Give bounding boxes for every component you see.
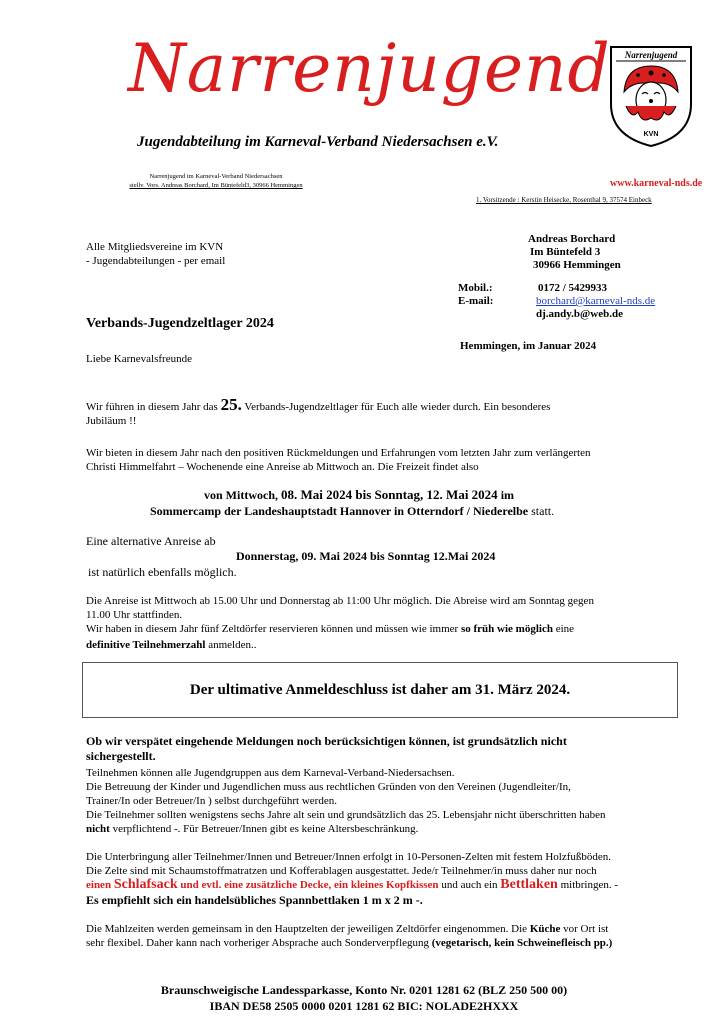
paragraph-3 [86,594,686,652]
email-link-1[interactable]: borchard@karneval-nds.de [536,295,656,307]
p3-line-c [86,622,686,636]
p3-c-text-2: eine [555,623,575,635]
dates-line-2 [150,504,554,519]
email-label: E-mail: [458,295,494,307]
p1-number: 25. [220,395,242,414]
paragraph-6 [86,922,702,950]
dates-a1: von Mittwoch, [204,488,278,502]
email-2: dj.andy.b@web.de [536,308,623,320]
footer-line-1: Braunschweigische Landessparkasse, Konto Nr. 0201 1281 62 (BLZ 250 500 00) [160,983,568,997]
late-notice [86,734,567,764]
p6-b2: (vegetarisch, kein Schweinefleisch pp.) [431,937,613,949]
recipient-block [86,240,225,268]
p1-text-b: Verbands-Jugendzeltlager für Euch alle wieder durch. Ein besonderes [244,401,551,413]
p3-d-text: anmelden.. [208,639,257,651]
mobil-value: 0172 / 5429933 [538,282,608,294]
sender-line2: stellv. Vors. Andreas Borchard, Im Büntefeld3, 30966 Hemmingen [129,182,303,189]
p3-c-text: Wir haben in diesem Jahr fünf Zeltdörfer reservieren können und müssen wie immer [86,623,459,635]
p5-line-c [86,878,702,892]
chair-line: 1. Vorsitzende : Kerstin Heisecke, Rosenthal 9, 37574 Einbeck [476,196,652,204]
p1-text-c: Jubiläum !! [86,415,137,427]
logo-title: Narrenjugend [128,30,611,107]
p6-line-a [86,922,702,936]
p4-line-d: Die Teilnehmer sollten wenigstens sechs Jahre alt sein und grundsätzlich das 25. Lebensjahr nicht überschritten haben [86,809,606,821]
p3-line-b: 11.00 Uhr stattfinden. [86,609,183,621]
recipient-line2: - Jugendabteilungen - per email [86,255,226,267]
mobil-label: Mobil.: [458,282,493,294]
website-link[interactable]: www.karneval-nds.de [610,178,703,189]
paragraph-4 [86,766,696,836]
p4-line-e [86,822,696,836]
deadline-box [82,662,678,718]
late-line-a: Ob wir verspätet eingehende Meldungen noch berücksichtigen können, ist grundsätzlich nicht [86,734,567,748]
p5-c4: und auch ein [441,879,498,891]
p2-line-a: Wir bieten in diesem Jahr nach den positiven Rückmeldungen und Erfahrungen vom letzten Jahr zum verlängerten [86,447,591,459]
alt-line-b: Donnerstag, 09. Mai 2024 bis Sonntag 12.Mai 2024 [236,549,496,563]
p6-a1: Die Mahlzeiten werden gemeinsam in den Hauptzelten der jeweiligen Zeltdörfer eingenommen. Die [86,923,528,935]
badge-bottom: KVN [643,131,659,138]
p4-line-b: Die Betreuung der Kinder und Jugendlichen muss aus rechtlichen Gründen von den Vereinen (Jugendleiter/In, [86,781,571,793]
p1-text-a: Wir führen in diesem Jahr das [86,401,218,413]
recipient-line1: Alle Mitgliedsvereine im KVN [86,241,224,253]
p3-d-bold: definitive Teilnehmerzahl [86,639,206,651]
p5-c6: mitbringen. - [560,879,619,891]
alt-line-c: ist natürlich ebenfalls möglich. [88,565,237,579]
p4-line-c: Trainer/In oder Betreuer/In ) selbst durchgeführt werden. [86,795,337,807]
dates-a3: im [500,488,515,502]
p5-line-d: Es empfiehlt sich ein handelsübliches Spannbettlaken 1 m x 2 m -. [86,893,423,907]
p6-b1: sehr flexibel. Daher kann nach vorheriger Absprache auch Sonderverpflegung [86,937,430,949]
letter-subject: Verbands-Jugendzeltlager 2024 [86,316,274,331]
dates-b2: statt. [531,504,555,518]
p5-c1: einen [86,879,112,891]
greeting: Liebe Karnevalsfreunde [86,353,192,365]
p4-e-text: verpflichtend -. Für Betreuer/Innen gibt es keine Altersbeschränkung. [112,823,419,835]
p3-line-d [86,638,686,652]
organization-subtitle: Jugendabteilung im Karneval-Verband Niedersachsen e.V. [137,134,499,150]
p4-line-a: Teilnehmen können alle Jugendgruppen aus dem Karneval-Verband-Niedersachsen. [86,767,455,779]
sender-line1: Narrenjugend im Karneval-Verband Niedersachsen [149,173,283,180]
dates-line-1 [204,487,514,503]
contact-name: Andreas Borchard [528,233,616,245]
paragraph-2 [86,446,686,474]
contact-city: 30966 Hemmingen [533,259,621,271]
alt-line-a: Eine alternative Anreise ab [86,534,216,548]
letter-date: Hemmingen, im Januar 2024 [460,340,597,352]
footer-line-2: IBAN DE58 2505 0000 0201 1281 62 BIC: NOLADE2HXXX [209,999,519,1013]
p5-c5: Bettlaken [500,877,558,892]
p3-line-a: Die Anreise ist Mittwoch ab 15.00 Uhr und Donnerstag ab 11:00 Uhr möglich. Die Abreise wird am Sonntag gegen [86,595,594,607]
sender-address [106,172,326,190]
p5-line-a: Die Unterbringung aller Teilnehmer/Innen und Betreuer/Innen erfolgt in 10-Personen-Zelten mit festem Holzfußböden. [86,851,612,863]
p5-line-b: Die Zelte sind mit Schaumstoffmatratzen und Kofferablagen ausgestattet. Jede/r Teilnehmer/in muss daher nur noch [86,865,597,877]
p6-line-b [86,936,702,950]
contact-street: Im Büntefeld 3 [530,246,601,258]
paragraph-1 [86,395,656,428]
badge-title: Narrenjugend [624,50,678,60]
p4-e-bold: nicht [86,823,110,835]
p3-c-bold: so früh wie möglich [460,623,553,635]
p6-a2: Küche [529,923,561,935]
p5-c2: Schlafsack [113,877,178,892]
p5-c3: und evtl. eine zusätzliche Decke, ein kleines Kopfkissen [180,879,439,891]
dates-b: Sommercamp der Landeshauptstadt Hannover in Otterndorf / Niederelbe [150,504,529,518]
paragraph-5 [86,850,702,907]
deadline-text: Der ultimative Anmeldeschluss ist daher am 31. März 2024. [189,681,571,698]
p6-a3: vor Ort ist [563,923,609,935]
dates-a2: 08. Mai 2024 bis Sonntag, 12. Mai 2024 [281,487,498,502]
late-line-b: sichergestellt. [86,749,156,763]
footer-bank [0,982,728,1014]
jester-face-shield-icon [608,44,694,148]
p2-line-b: Christi Himmelfahrt – Wochenende eine Anreise ab Mittwoch an. Die Freizeit findet also [86,461,479,473]
